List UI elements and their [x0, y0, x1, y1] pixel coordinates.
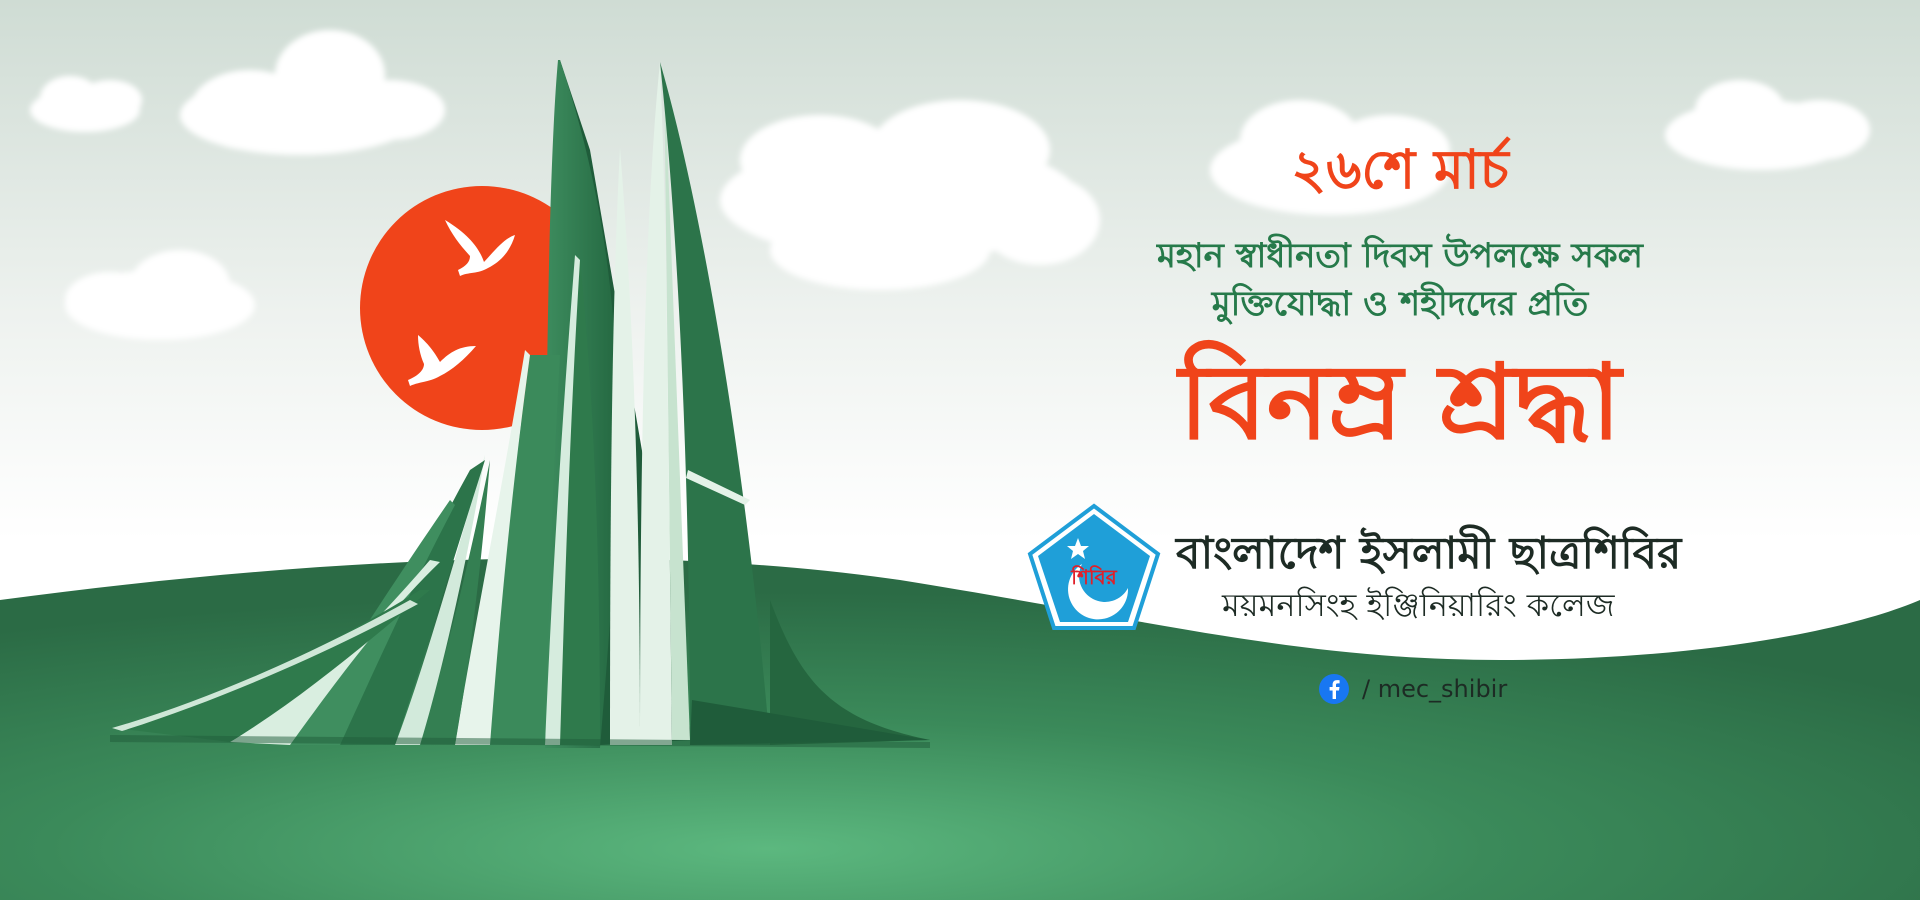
pentagon-crescent-star-logo-icon — [1026, 502, 1162, 632]
social-handle: / mec_shibir — [1362, 675, 1508, 703]
cloud — [30, 76, 142, 132]
facebook-icon — [1318, 673, 1350, 705]
college-name: ময়মনসিংহ ইঞ্জিনিয়ারিং কলেজ — [1222, 586, 1615, 624]
occasion-line-2: মুক্তিযোদ্ধা ও শহীদদের প্রতি — [1211, 284, 1589, 324]
logo-text: শিবির — [1071, 565, 1117, 589]
social-link[interactable] — [1318, 672, 1507, 706]
date-heading: ২৬শে মার্চ — [1291, 138, 1509, 201]
tribute-heading: বিনম্র শ্রদ্ধা — [1178, 341, 1622, 463]
organization-name: বাংলাদেশ ইসলামী ছাত্রশিবির — [1176, 528, 1682, 579]
occasion-line-1: মহান স্বাধীনতা দিবস উপলক্ষে সকল — [1157, 236, 1643, 276]
